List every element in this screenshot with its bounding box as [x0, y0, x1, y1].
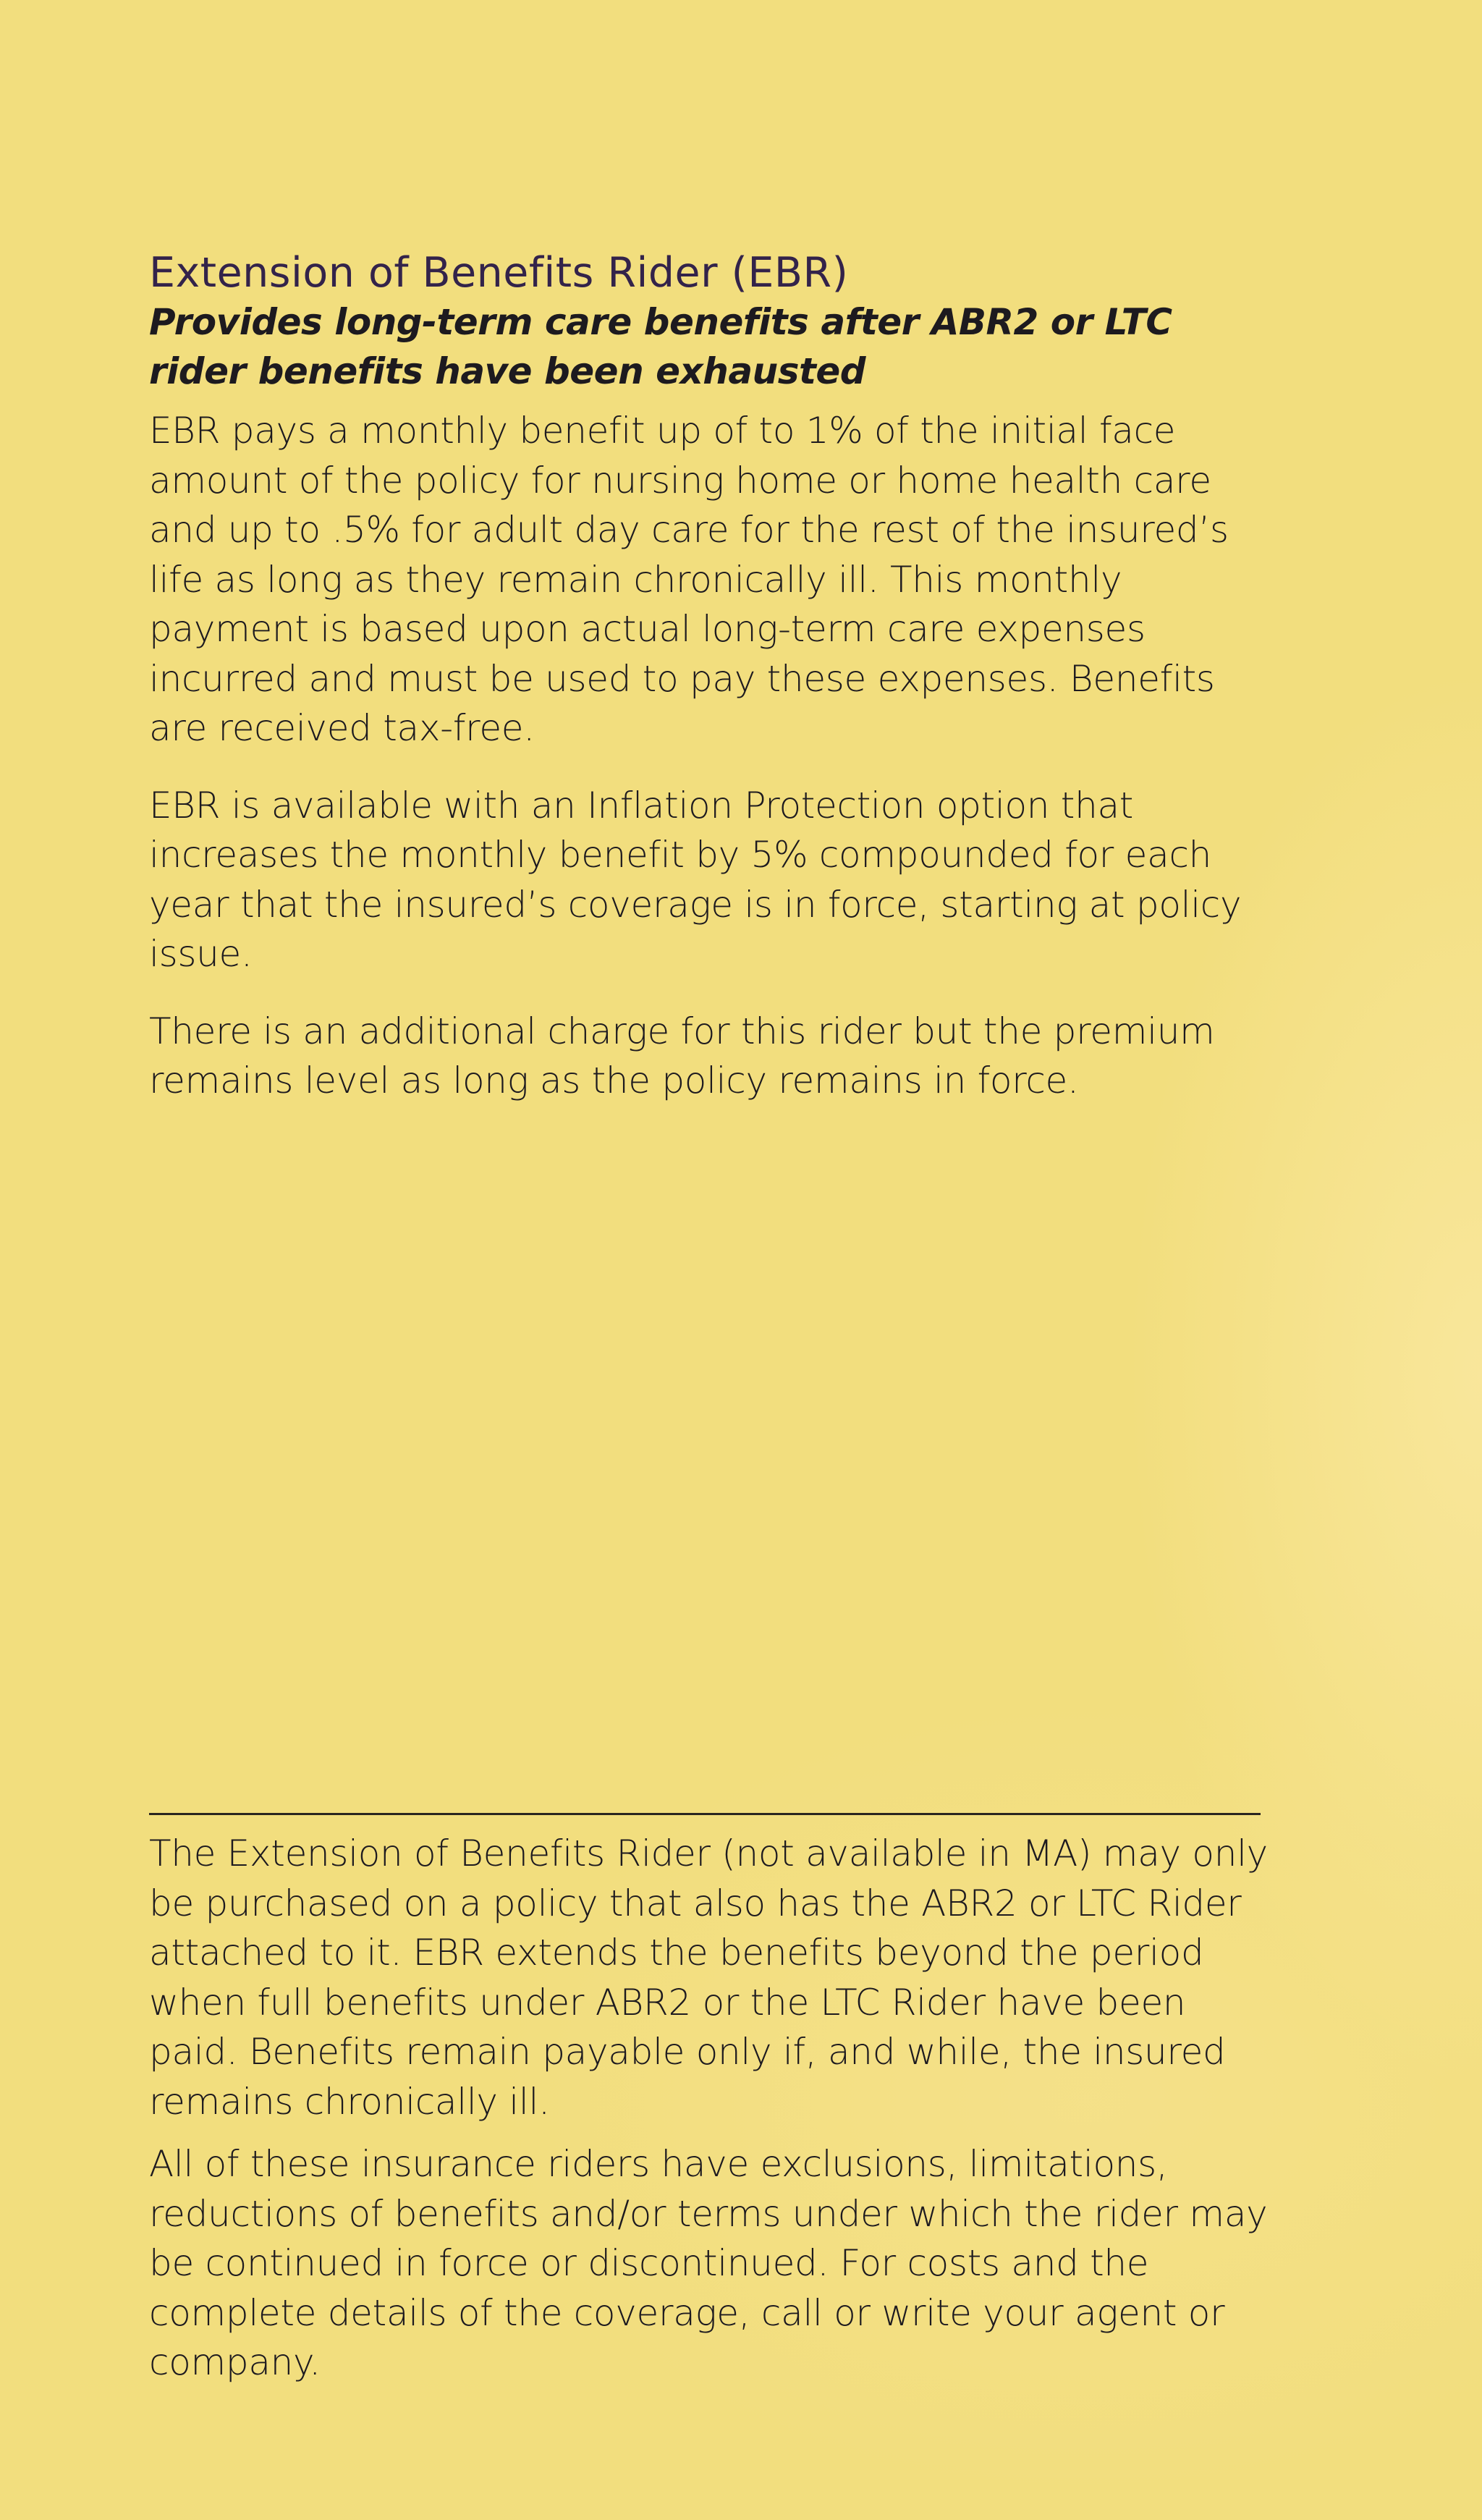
body-paragraph: EBR pays a monthly benefit up of to 1% of the initial face amount of the policy for nursing home or home health care and up to .5% for adult day care for the rest of the insured’s life as long as they remain chronically ill. This monthly payment is based upon actual long-term care expenses incurred and must be used to pay these expenses. Benefits are received tax-free.	[149, 410, 1229, 749]
footnote-section	[149, 1829, 1278, 2401]
section-subtitle: Provides long-term care benefits after ABR2 or LTC rider benefits have been exhausted	[149, 301, 1172, 392]
main-section	[149, 248, 1278, 1133]
footnote-paragraph: All of these insurance riders have exclusions, limitations, reductions of benefits and/or terms under which the rider may be continued in force or discontinued. For costs and the complete details of the coverage, call or write your agent or company.	[149, 2143, 1268, 2383]
footnote-paragraph: The Extension of Benefits Rider (not available in MA) may only be purchased on a policy that also has the ABR2 or LTC Rider attached to it. EBR extends the benefits beyond the period when full benefits under ABR2 or the LTC Rider have been paid. Benefits remain payable only if, and while, the insured remains chronically ill.	[149, 1832, 1268, 2123]
section-title: Extension of Benefits Rider (EBR)	[149, 249, 849, 297]
footnote-divider	[149, 1813, 1261, 1815]
body-paragraph: There is an additional charge for this rider but the premium remains level as long as the policy remains in force.	[149, 1010, 1215, 1102]
body-paragraph: EBR is available with an Inflation Protection option that increases the monthly benefit by 5% compounded for each year that the insured’s coverage is in force, starting at policy issue.	[149, 784, 1242, 975]
